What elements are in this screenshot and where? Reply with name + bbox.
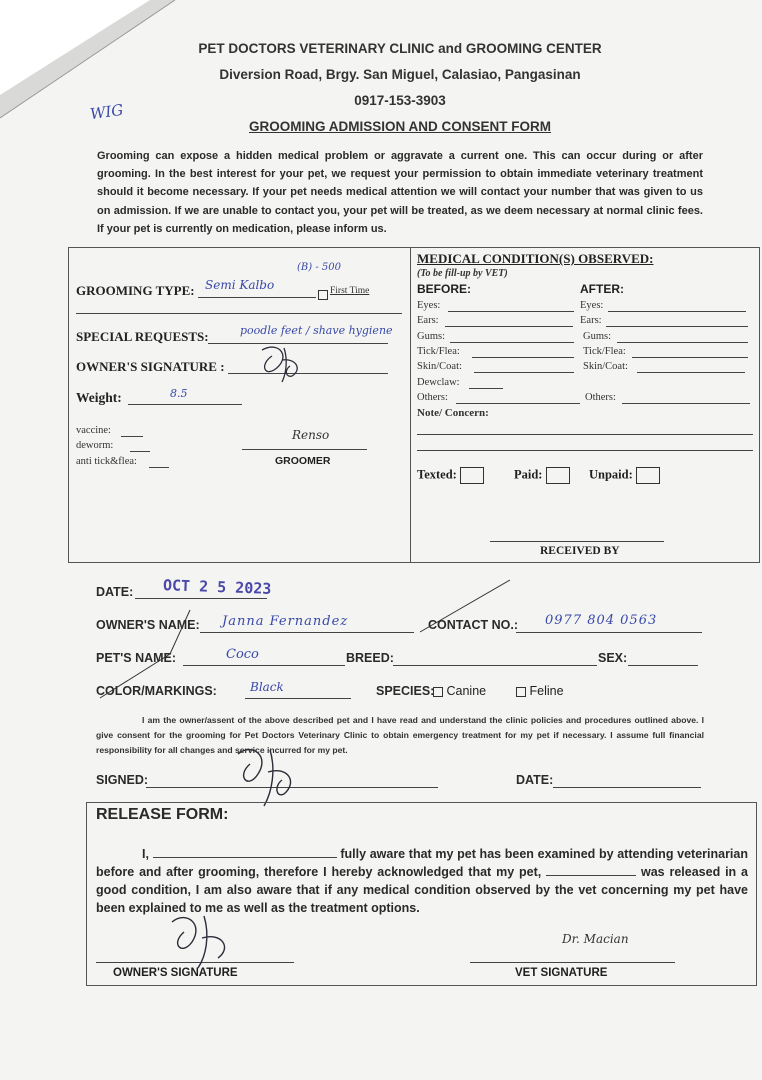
before-label: BEFORE:: [417, 282, 471, 296]
after-ears: Ears:: [580, 315, 602, 326]
received-by-label: RECEIVED BY: [540, 545, 620, 557]
before-ears: Ears:: [417, 315, 439, 326]
owner-name-value[interactable]: Janna Fernandez: [222, 614, 349, 629]
species-label: SPECIES:: [376, 684, 435, 698]
margin-note: WIG: [88, 100, 125, 124]
intro-paragraph: Grooming can expose a hidden medical problem or aggravate a current one. This can occur during or after grooming. In the best interest for your pet, we request your permission to obtain immediate veterinary treatment should it become necessary. If your pet needs medical attention we will contact your number that was given to us on admission. If we are unable to contact you, your pet will be treated, as we deem necessary at normal clinic fees. If your pet is currently on medication, please inform us.: [97, 150, 703, 235]
release-owner-signature-label: OWNER'S SIGNATURE: [113, 967, 238, 979]
before-eyes: Eyes:: [417, 300, 441, 311]
before-others: Others:: [417, 392, 448, 403]
after-others: Others:: [585, 392, 616, 403]
weight-line: [128, 404, 242, 405]
unpaid-field[interactable]: [589, 467, 660, 484]
before-tick-line: [472, 357, 574, 358]
before-ears-line: [445, 326, 573, 327]
before-dewclaw: Dewclaw:: [417, 377, 460, 388]
deworm-label: deworm:: [76, 440, 114, 451]
separator-line: [76, 313, 402, 314]
note-label: Note/ Concern:: [417, 407, 489, 419]
after-eyes-line: [608, 311, 746, 312]
pet-name-value[interactable]: Coco: [226, 647, 259, 662]
release-owner-signature-mark: [160, 906, 250, 972]
box-divider: [410, 247, 411, 562]
clinic-address: Diversion Road, Brgy. San Miguel, Calasiao, Pangasinan: [219, 67, 581, 82]
before-skin: Skin/Coat:: [417, 361, 462, 372]
before-others-line: [456, 403, 580, 404]
vet-signature-mark: Dr. Macian: [562, 932, 629, 946]
contact-value[interactable]: 0977 804 0563: [545, 613, 658, 628]
after-others-line: [622, 403, 750, 404]
after-skin-line: [637, 372, 745, 373]
medical-title: MEDICAL CONDITION(S) OBSERVED:: [417, 251, 654, 266]
received-by-line: [490, 541, 664, 542]
release-text-2: fully aware that my pet has been examined by attending veterinarian before and after grooming, therefore I hereby acknowledged that my pet,: [96, 847, 748, 879]
anti-tick-line: [149, 467, 169, 468]
after-eyes: Eyes:: [580, 300, 604, 311]
weight-label: Weight:: [76, 390, 122, 405]
groomer-label: GROOMER: [275, 455, 331, 467]
groomer-name: Renso: [292, 428, 330, 442]
after-tick: Tick/Flea:: [583, 346, 626, 357]
owner-name-label: OWNER'S NAME:: [96, 618, 200, 632]
owner-signature-label: OWNER'S SIGNATURE :: [76, 359, 225, 374]
pet-name-label: PET'S NAME:: [96, 651, 177, 665]
note-line-2: [417, 450, 753, 451]
grooming-type-line: [198, 297, 316, 298]
deworm-line: [130, 451, 150, 452]
unpaid-checkbox[interactable]: [636, 467, 660, 484]
clinic-phone: 0917-153-3903: [354, 93, 446, 108]
before-gums-line: [450, 342, 574, 343]
first-time-checkbox[interactable]: [318, 286, 328, 304]
special-requests-label: SPECIAL REQUESTS:: [76, 329, 209, 344]
unpaid-label: Unpaid:: [589, 467, 633, 482]
after-gums-line: [617, 342, 748, 343]
color-value[interactable]: Black: [250, 680, 284, 694]
grooming-type-extra: (B) - 500: [297, 262, 341, 273]
texted-checkbox[interactable]: [460, 467, 484, 484]
date2-line: [553, 787, 701, 788]
after-label: AFTER:: [580, 282, 624, 296]
after-ears-line: [606, 326, 748, 327]
date2-label: DATE:: [516, 773, 554, 787]
breed-label: BREED:: [346, 651, 394, 665]
anti-tick-label: anti tick&flea:: [76, 456, 137, 467]
vet-signature-line: [470, 962, 675, 963]
feline-label: Feline: [529, 684, 564, 698]
owner-signature-mark: [252, 340, 312, 385]
paid-checkbox[interactable]: [546, 467, 570, 484]
before-tick: Tick/Flea:: [417, 346, 460, 357]
texted-field[interactable]: [417, 467, 484, 484]
grooming-type-value[interactable]: Semi Kalbo: [205, 278, 275, 292]
canine-label: Canine: [446, 684, 487, 698]
release-text-1: I,: [142, 847, 149, 861]
special-requests-value[interactable]: poodle feet / shave hygiene: [240, 324, 393, 337]
vaccine-line: [121, 436, 143, 437]
release-text-3: was released in a good condition, I am also aware that if any medical condition observed by the vet concerning my pet have been explained to me as well as the treatment options.: [96, 865, 748, 915]
grooming-type-label: GROOMING TYPE:: [76, 283, 195, 298]
consent-paragraph: I am the owner/assent of the above described pet and I have read and understand the clinic policies and procedures outlined above. I give consent for the grooming for Pet Doctors Veterinary Clinic to obtain emergency treatment for my pet if necessary. I assume full financial responsibility for all changes and service incurred for my pet.: [96, 715, 704, 755]
groomer-line: [242, 449, 367, 450]
before-dewclaw-line: [469, 388, 503, 389]
medical-subtitle: (To be fill-up by VET): [417, 268, 508, 279]
first-time-label: First Time: [330, 286, 370, 296]
before-skin-line: [474, 372, 574, 373]
pen-strokes: [0, 560, 762, 710]
release-title: RELEASE FORM:: [96, 806, 229, 823]
after-skin: Skin/Coat:: [583, 361, 628, 372]
sex-label: SEX:: [598, 651, 628, 665]
signed-signature-mark: [228, 740, 318, 810]
vet-signature-label: VET SIGNATURE: [515, 967, 608, 979]
signed-label: SIGNED:: [96, 773, 149, 787]
date-stamp[interactable]: OCT 2 5 2023: [162, 576, 272, 598]
vaccine-label: vaccine:: [76, 425, 111, 436]
contact-label: CONTACT NO.:: [428, 618, 519, 632]
after-tick-line: [632, 357, 748, 358]
after-gums: Gums:: [583, 331, 612, 342]
note-line-1: [417, 434, 753, 435]
weight-value[interactable]: 8.5: [170, 387, 188, 400]
clinic-name: PET DOCTORS VETERINARY CLINIC and GROOMING CENTER: [198, 41, 602, 56]
before-gums: Gums:: [417, 331, 446, 342]
form-title: GROOMING ADMISSION AND CONSENT FORM: [249, 119, 551, 134]
release-pet-blank[interactable]: [546, 865, 636, 876]
texted-label: Texted:: [417, 467, 457, 482]
paid-field[interactable]: [514, 467, 570, 484]
date-label: DATE:: [96, 585, 134, 599]
paid-label: Paid:: [514, 467, 543, 482]
before-eyes-line: [448, 311, 574, 312]
color-label: COLOR/MARKINGS:: [96, 684, 217, 698]
release-name-blank[interactable]: [153, 847, 337, 858]
